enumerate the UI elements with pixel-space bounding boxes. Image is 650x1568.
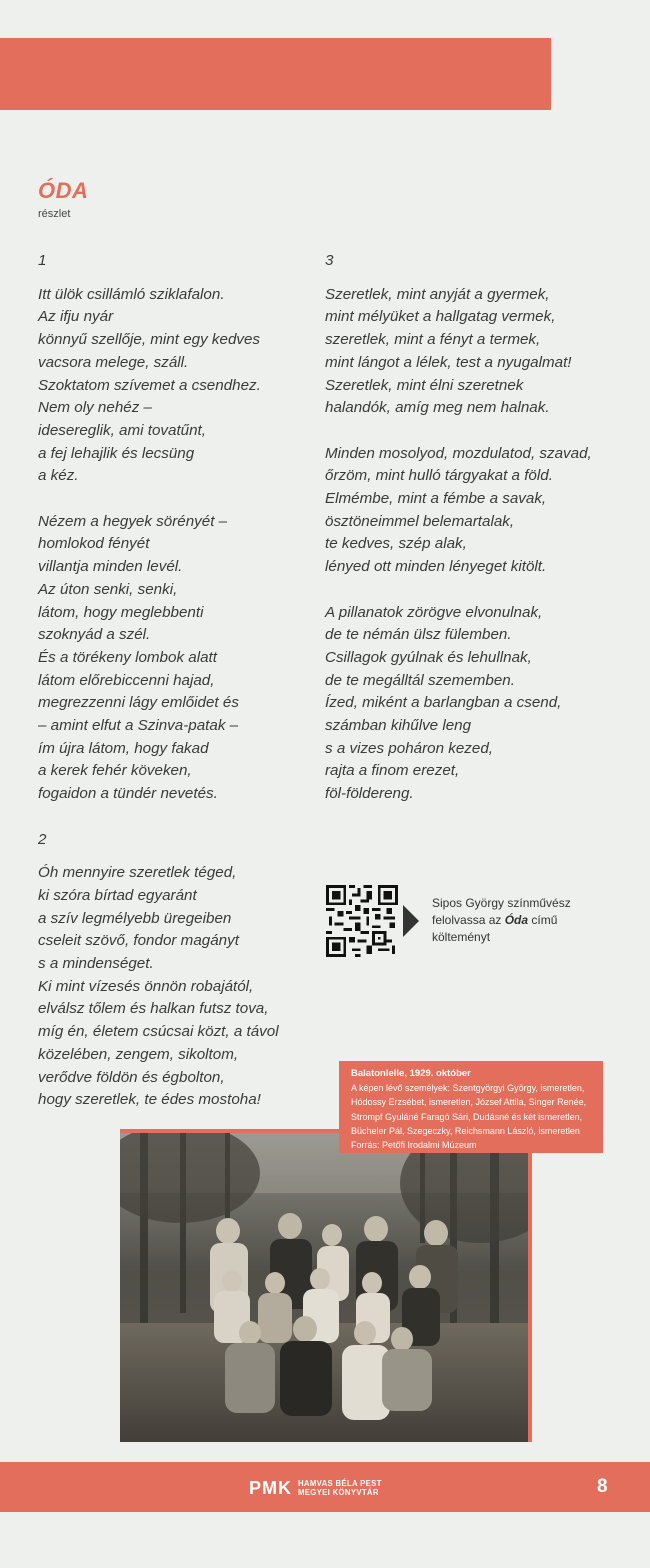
header-accent-band: [0, 38, 551, 110]
poem-line: Óh mennyire szeretlek téged,: [38, 864, 237, 882]
photo-caption-line: A képen lévő személyek: Szentgyörgyi György, ismeretlen,: [351, 1083, 585, 1094]
group-photo: [120, 1133, 528, 1442]
qr-caption-poem-title: Óda: [504, 913, 529, 927]
poem-line: cseleit szövő, fondor magányt: [38, 932, 239, 950]
poem-line: Szeretlek, mint élni szeretnek: [325, 376, 524, 394]
poem-line: villantja minden levél.: [38, 558, 183, 576]
poem-line: s a mindenséget.: [38, 955, 154, 973]
photo-caption: [339, 1061, 603, 1153]
poem-line: Ízed, miként a barlangban a csend,: [325, 694, 562, 712]
qr-caption: [432, 895, 571, 946]
poem-line: elválsz tőlem és halkan futsz tova,: [38, 1000, 269, 1018]
poem-stanza: [325, 284, 592, 420]
poem-column-right: [325, 250, 592, 829]
qr-caption-post: című: [528, 913, 558, 927]
section-number: 1: [38, 252, 47, 269]
poem-line: a szív legmélyebb üregeiben: [38, 909, 232, 927]
photo-caption-title: Balatonlelle, 1929. október: [351, 1068, 471, 1079]
poem-line: a kerek fehér köveken,: [38, 762, 192, 780]
logo-line-2: MEGYEI KÖNYVTÁR: [298, 1488, 379, 1497]
poem-line: őrzöm, mint hulló tárgyakat a föld.: [325, 467, 553, 485]
poem-line: Szeretlek, mint anyját a gyermek,: [325, 285, 550, 303]
poem-line: – amint elfut a Szinva-patak –: [38, 717, 239, 735]
poem-line: És a törékeny lombok alatt: [38, 648, 217, 666]
logo-text: [298, 1479, 382, 1497]
poem-line: verődve földön és égbolton,: [38, 1068, 225, 1086]
poem-line: szeretlek, mint a fényt a termek,: [325, 331, 541, 349]
poem-line: könnyű szellője, mint egy kedves: [38, 331, 261, 349]
poem-line: a fej lehajlik és lecsüng: [38, 444, 195, 462]
qr-caption-line-3: költeményt: [432, 930, 491, 944]
section-number: 2: [38, 830, 47, 848]
poem-line: ím újra látom, hogy fakad: [38, 739, 209, 757]
photo-caption-line: Hódossy Erzsébet, ismeretlen, József Attila, Singer Renée,: [351, 1097, 587, 1108]
poem-line: te kedves, szép alak,: [325, 535, 467, 553]
poem-subtitle: részlet: [38, 208, 71, 220]
poem-line: s a vizes poháron kezed,: [325, 739, 494, 757]
poem-line: fogaidon a tündér nevetés.: [38, 785, 218, 803]
qr-caption-pre: felolvassa az: [432, 913, 505, 927]
poem-line: lényed ott minden lényeget kitölt.: [325, 558, 547, 576]
poem-line: hogy szeretlek, te édes mostoha!: [38, 1091, 261, 1109]
poem-stanza: [38, 511, 279, 806]
poem-column-left: [38, 250, 279, 1135]
poem-line: homlokod fényét: [38, 535, 150, 553]
poem-stanza: [325, 602, 592, 806]
poem-line: Az ifju nyár: [38, 308, 114, 326]
poem-title: ÓDA: [38, 178, 89, 203]
poem-line: de te némán ülsz fülemben.: [325, 626, 512, 644]
poem-line: A pillanatok zörögve elvonulnak,: [325, 603, 543, 621]
poem-line: Ki mint vízesés önnön robajától,: [38, 977, 254, 995]
poem-stanza: [38, 284, 279, 488]
poem-line: de te megálltál szememben.: [325, 671, 515, 689]
poem-line: Itt ülök csillámló sziklafalon.: [38, 285, 225, 303]
poem-line: halandók, amíg meg nem halnak.: [325, 399, 550, 417]
poem-line: Az úton senki, senki,: [38, 580, 178, 598]
poem-line: szoknyád a szél.: [38, 626, 151, 644]
poem-line: látom előrebiccenni hajad,: [38, 671, 215, 689]
poem-line: megrezzenni lágy emlőidet és: [38, 694, 239, 712]
poem-line: Elmémbe, mint a fémbe a savak,: [325, 490, 547, 508]
photo-caption-line: Bücheler Pál, Szegeczky, Reichsmann László, ismeretlen: [351, 1125, 580, 1136]
poem-line: föl-földereng.: [325, 785, 414, 803]
poem-line: ki szóra bírtad egyaránt: [38, 886, 197, 904]
poem-line: mint lángot a lélek, test a nyugalmat!: [325, 353, 572, 371]
poem-stanza: [38, 862, 279, 1112]
section-number: 3: [325, 252, 334, 269]
poem-line: rajta a finom erezet,: [325, 762, 460, 780]
poem-line: Nem oly nehéz –: [38, 399, 152, 417]
photo-caption-line: Strompf Gyuláné Faragó Sári, Dudásné és két ismeretlen,: [351, 1111, 583, 1122]
qr-code[interactable]: [326, 885, 398, 957]
poem-line: míg én, életem csúcsai közt, a távol: [38, 1023, 279, 1041]
poem-line: idesereglik, ami tovatűnt,: [38, 421, 206, 439]
qr-caption-line-2: [432, 912, 571, 929]
poem-line: vacsora melege, száll.: [38, 353, 189, 371]
poem-line: mint mélyüket a hallgatag vermek,: [325, 308, 556, 326]
poem-line: ösztöneimmel belemartalak,: [325, 512, 515, 530]
poem-line: számban kihűlve leng: [325, 717, 472, 735]
poem-line: Szoktatom szívemet a csendhez.: [38, 376, 261, 394]
poem-stanza: [325, 443, 592, 579]
poem-line: közelében, zengem, sikoltom,: [38, 1045, 239, 1063]
poem-line: látom, hogy meglebbenti: [38, 603, 204, 621]
logo-mark: PMK: [249, 1477, 292, 1498]
poem-line: Minden mosolyod, mozdulatod, szavad,: [325, 444, 592, 462]
photo-caption-source: Forrás: Petőfi Irodalmi Múzeum: [351, 1140, 477, 1151]
arrow-right-icon: [403, 905, 419, 937]
poem-line: a kéz.: [38, 467, 79, 485]
library-logo[interactable]: [249, 1474, 382, 1502]
poem-line: Csillagok gyúlnak és lehullnak,: [325, 648, 532, 666]
qr-caption-line-1: Sipos György színművész: [432, 896, 571, 910]
poem-line: Nézem a hegyek sörényét –: [38, 512, 228, 530]
page-number: 8: [597, 1476, 608, 1497]
logo-line-1: HAMVAS BÉLA PEST: [298, 1479, 382, 1488]
